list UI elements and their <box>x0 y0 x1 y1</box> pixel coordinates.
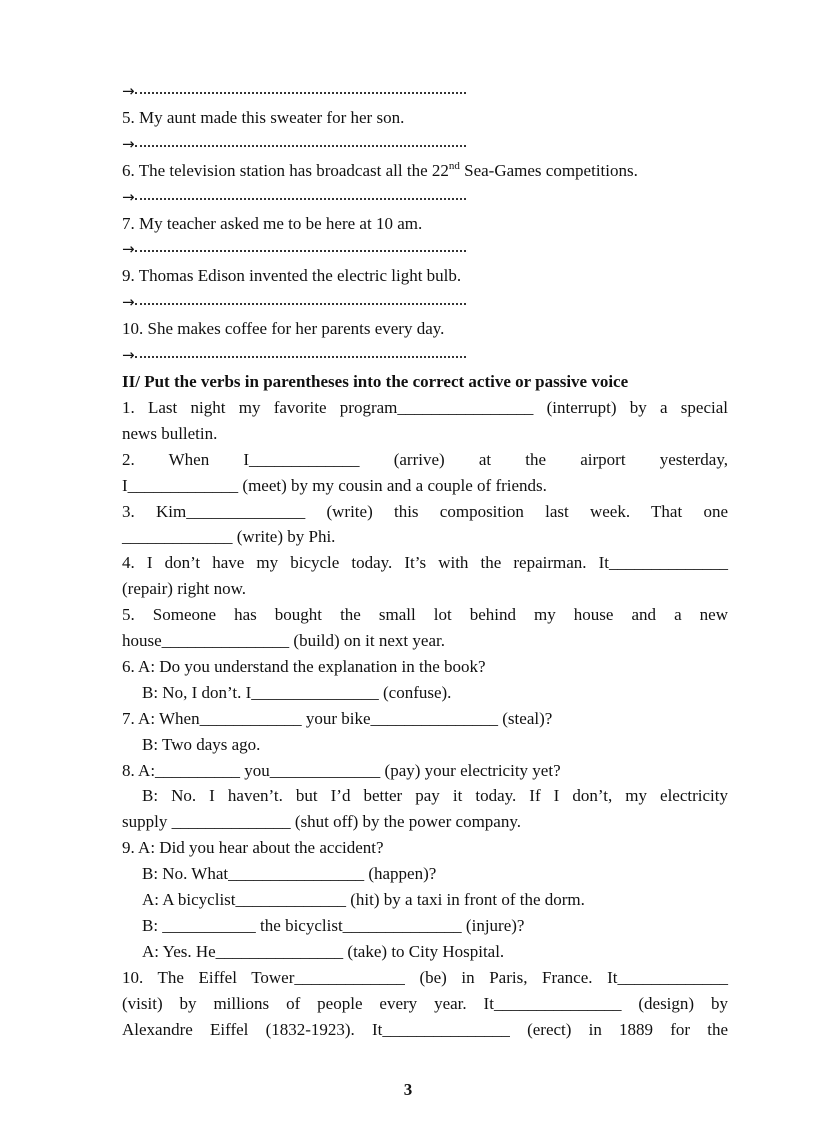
question-5-line-2: house_______________ (build) on it next year. <box>122 631 445 651</box>
exercise-sentence-10: 10. She makes coffee for her parents every day. <box>122 319 445 339</box>
question-9-a1: 9. A: Did you hear about the accident? <box>122 838 384 858</box>
question-6-b: B: No, I don’t. I_______________ (confuse). <box>142 682 452 702</box>
question-1-line-1: 1. Last night my favorite program________________ (interrupt) by a special <box>122 397 728 417</box>
dotted-blank[interactable] <box>135 141 466 147</box>
question-9-a2: A: A bicyclist_____________ (hit) by a taxi in front of the dorm. <box>142 890 585 910</box>
question-1-line-2: news bulletin. <box>122 423 218 443</box>
answer-line <box>122 131 728 158</box>
question-10-line-1: 10. The Eiffel Tower_____________ (be) in Paris, France. It_____________ <box>122 967 728 987</box>
answer-line <box>122 236 728 263</box>
page-number: 3 <box>403 1080 413 1099</box>
answer-line <box>122 78 728 105</box>
answer-line <box>122 289 728 316</box>
answer-line <box>122 184 728 211</box>
sentence-6-post: Sea-Games competitions. <box>459 160 638 180</box>
question-9-b2: B: ___________ the bicyclist______________ (injure)? <box>142 916 525 935</box>
arrow-icon: → <box>122 134 135 153</box>
question-2-line-2: I_____________ (meet) by my cousin and a couple of friends. <box>122 475 547 495</box>
question-6-a: 6. A: Do you understand the explanation in the book? <box>122 656 486 676</box>
question-2-line-1: 2. When I_____________ (arrive) at the airport yesterday, <box>122 449 728 469</box>
question-3-line-1: 3. Kim______________ (write) this composition last week. That one <box>122 501 728 521</box>
dotted-blank[interactable] <box>135 88 466 94</box>
question-5-line-1: 5. Someone has bought the small lot behind my house and a new <box>122 605 728 625</box>
question-3-line-2: _____________ (write) by Phi. <box>122 527 336 547</box>
worksheet-page <box>122 78 728 1043</box>
question-10-line-2: (visit) by millions of people every year. It_______________ (design) by <box>122 993 728 1013</box>
sentence-6-pre: 6. The television station has broadcast all the 22 <box>122 160 449 180</box>
question-8-b-line-2: supply ______________ (shut off) by the power company. <box>122 812 521 832</box>
arrow-icon: → <box>122 82 135 100</box>
exercise-sentence-5: 5. My aunt made this sweater for her son. <box>122 107 405 127</box>
exercise-sentence-7: 7. My teacher asked me to be here at 10 am. <box>122 213 423 233</box>
arrow-icon: → <box>122 346 135 365</box>
exercise-sentence-9: 9. Thomas Edison invented the electric light bulb. <box>122 266 462 286</box>
question-10-line-3: Alexandre Eiffel (1832-1923). It_______________ (erect) in 1889 for the <box>122 1019 728 1039</box>
dotted-blank[interactable] <box>135 352 466 358</box>
question-4-line-2: (repair) right now. <box>122 579 246 599</box>
question-7-b: B: Two days ago. <box>142 734 261 754</box>
question-7-a: 7. A: When____________ your bike_______________ (steal)? <box>122 708 553 728</box>
arrow-icon: → <box>122 293 135 312</box>
question-4-line-1: 4. I don’t have my bicycle today. It’s with the repairman. It______________ <box>122 553 728 573</box>
dotted-blank[interactable] <box>135 299 466 305</box>
dotted-blank[interactable] <box>135 194 466 200</box>
question-9-b1: B: No. What________________ (happen)? <box>142 864 437 884</box>
arrow-icon: → <box>122 240 135 259</box>
arrow-icon: → <box>122 187 135 206</box>
question-8-a: 8. A:__________ you_____________ (pay) your electricity yet? <box>122 760 561 780</box>
question-8-b-line-1: B: No. I haven’t. but I’d better pay it today. If I don’t, my electricity <box>142 786 728 806</box>
answer-line <box>122 342 728 369</box>
question-9-a3: A: Yes. He_______________ (take) to City Hospital. <box>142 941 505 961</box>
exercise-sentence-6 <box>122 158 728 184</box>
dotted-blank[interactable] <box>135 246 466 252</box>
sentence-6-superscript: nd <box>448 159 460 172</box>
section-heading: II/ Put the verbs in parentheses into the correct active or passive voice <box>122 371 629 391</box>
